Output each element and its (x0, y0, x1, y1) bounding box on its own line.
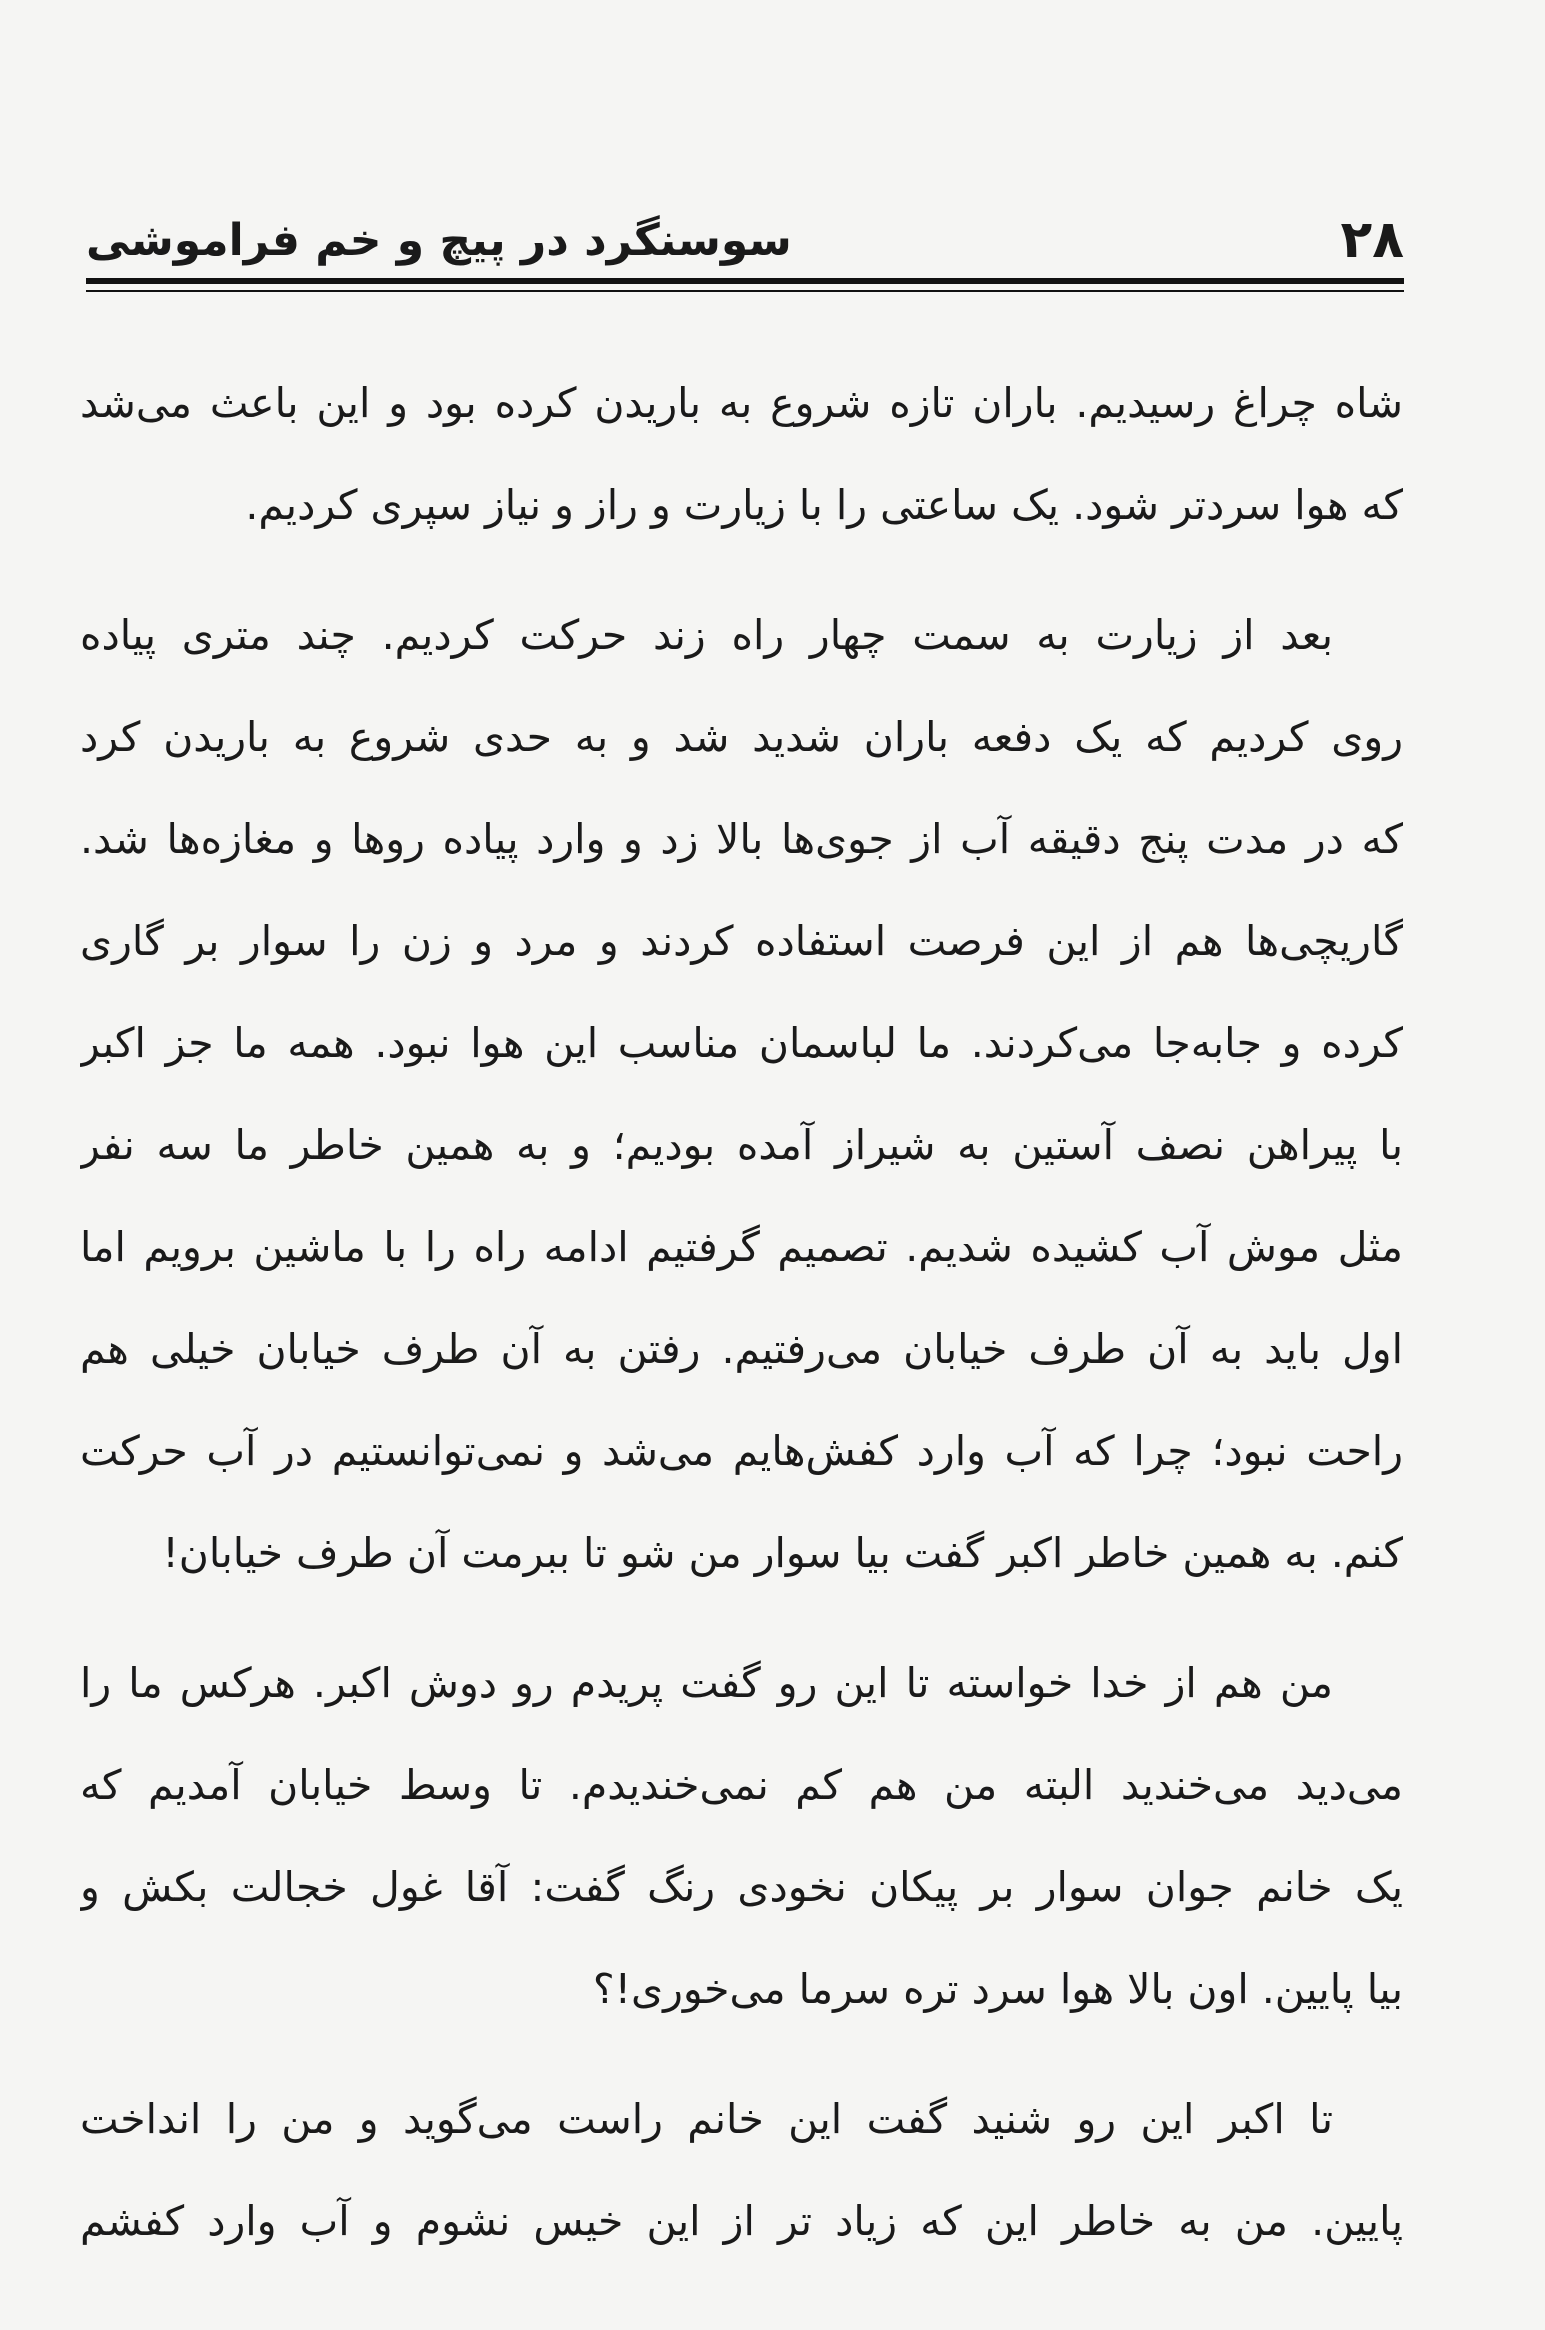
paragraph-gap (80, 556, 1403, 584)
paragraph (80, 584, 1403, 1604)
running-title: سوسنگرد در پیچ و خم فراموشی (86, 214, 792, 266)
text-line: کرده و جابه‌جا می‌کردند. ما لباسمان مناسب این هوا نبود. همه ما جز اکبر (80, 1019, 1403, 1067)
text-line: پایین. من به خاطر این که زیاد تر از این خیس نشوم و آب وارد کفشم (80, 2197, 1403, 2245)
paragraph (80, 352, 1403, 556)
header-rule-thick (86, 278, 1404, 284)
paragraph-gap (80, 2040, 1403, 2068)
page-number: ۲۸ (1340, 210, 1404, 270)
text-line: یک خانم جوان سوار بر پیکان نخودی رنگ گفت: آقا غول خجالت بکش و (80, 1863, 1403, 1911)
paragraph (80, 2068, 1403, 2272)
text-line: روی کردیم که یک دفعه باران شدید شد و به حدی شروع به باریدن کرد (80, 713, 1403, 761)
text-line: گاریچی‌ها هم از این فرصت استفاده کردند و مرد و زن را سوار بر گاری (80, 917, 1403, 965)
text-line: بعد از زیارت به سمت چهار راه زند حرکت کردیم. چند متری پیاده (80, 611, 1333, 659)
text-line: با پیراهن نصف آستین به شیراز آمده بودیم؛ و به همین خاطر ما سه نفر (80, 1121, 1403, 1169)
text-line: راحت نبود؛ چرا که آب وارد کفش‌هایم می‌شد و نمی‌توانستیم در آب حرکت (80, 1427, 1403, 1475)
text-line: شاه چراغ رسیدیم. باران تازه شروع به باریدن کرده بود و این باعث می‌شد (80, 379, 1403, 427)
text-line: مثل موش آب کشیده شدیم. تصمیم گرفتیم ادامه راه را با ماشین برویم اما (80, 1223, 1403, 1271)
text-line: من هم از خدا خواسته تا این رو گفت پریدم رو دوش اکبر. هرکس ما را (80, 1659, 1333, 1707)
body-text (80, 352, 1403, 2272)
text-line: بیا پایین. اون بالا هوا سرد تره سرما می‌خوری!؟ (592, 1965, 1403, 2013)
text-line: کنم. به همین خاطر اکبر گفت بیا سوار من شو تا ببرمت آن طرف خیابان! (162, 1529, 1403, 1577)
text-line: که هوا سردتر شود. یک ساعتی را با زیارت و راز و نیاز سپری کردیم. (245, 481, 1403, 529)
text-line: اول باید به آن طرف خیابان می‌رفتیم. رفتن به آن طرف خیابان خیلی هم (80, 1325, 1403, 1373)
text-line: که در مدت پنج دقیقه آب از جوی‌ها بالا زد و وارد پیاده روها و مغازه‌ها شد. (80, 815, 1403, 863)
text-line: تا اکبر این رو شنید گفت این خانم راست می‌گوید و من را انداخت (80, 2095, 1333, 2143)
running-header (86, 205, 1404, 275)
paragraph (80, 1632, 1403, 2040)
text-line: می‌دید می‌خندید البته من هم کم نمی‌خندیدم. تا وسط خیابان آمدیم که (80, 1761, 1403, 1809)
paragraph-gap (80, 1604, 1403, 1632)
header-rule-thin (86, 290, 1404, 292)
